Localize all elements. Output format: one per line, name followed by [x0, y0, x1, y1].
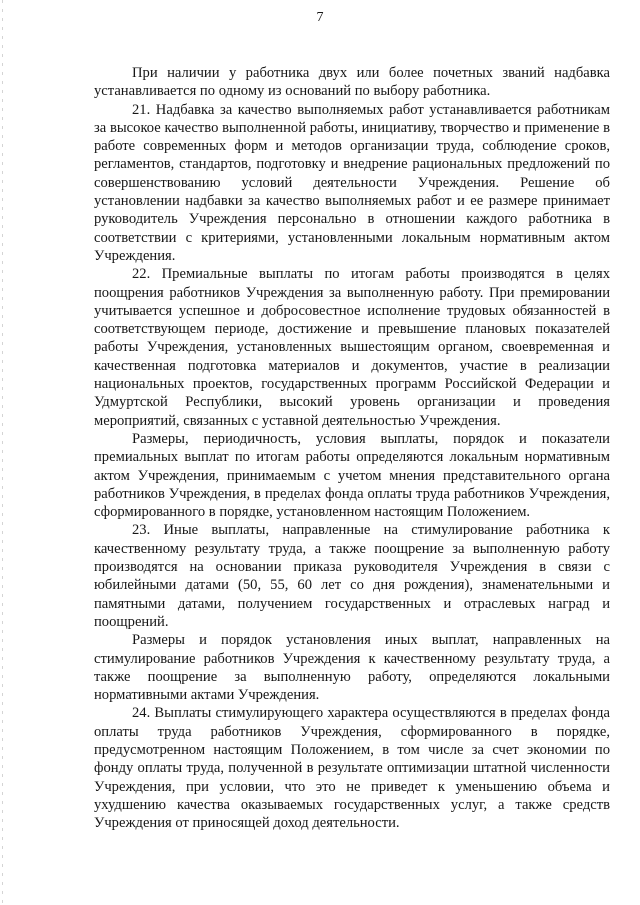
paragraph-honorary-titles: При наличии у работника двух или более почетных званий надбавка устанавливается по одному из оснований по выбору работника.: [94, 65, 610, 100]
paragraph-22-bonus-payments: 22. Премиальные выплаты по итогам работы производятся в целях поощрения работников Учреждения за выполненную работу. При премировании учитывается успешное и добросовестное исполнение трудовых обязанностей в соответствующем периоде, достижение и превышение плановых показателей работы Учреждения, установленных вышестоящим органом, своевременная и качественная подготовка материалов и документов, участие в реализации национальных проектов, государственных программ Российской Федерации и Удмуртской Республики, высокий уровень организации и проведения мероприятий, связанных с уставной деятельностью Учреждения.: [94, 266, 610, 429]
paragraph-21-quality-bonus: 21. Надбавка за качество выполняемых работ устанавливается работникам за высокое качество выполненной работы, инициативу, творчество и применение в работе современных форм и методов организации труда, соблюдение сроков, регламентов, стандартов, подготовку и внедрение рациональных предложений по совершенствованию условий деятельности Учреждения. Решение об установлении надбавки за качество выполняемых работ и ее размере принимает руководитель Учреждения персонально в отношении каждого работника в соответствии с критериями, установленными локальным нормативным актом Учреждения.: [94, 101, 610, 264]
scan-edge-artifact: [2, 0, 3, 905]
document-body: [94, 64, 610, 832]
paragraph-other-payments-sizes: Размеры и порядок установления иных выплат, направленных на стимулирование работников Учреждения к качественному результату труда, а также поощрение за выполненную работу, определяются локальными нормативными актами Учреждения.: [94, 632, 610, 704]
paragraph-23-other-payments: 23. Иные выплаты, направленные на стимулирование работника к качественному результату труда, а также поощрение за выполненную работу производятся на основании приказа руководителя Учреждения в связи с юбилейными датами (50, 55, 60 лет со дня рождения), знаменательными и памятными датами, получением государственных и отраслевых наград и поощрений.: [94, 522, 610, 630]
paragraph-24-incentive-limits: 24. Выплаты стимулирующего характера осуществляются в пределах фонда оплаты труда работников Учреждения, сформированного в порядке, предусмотренном настоящим Положением, в том числе за счет экономии по фонду оплаты труда, полученной в результате оптимизации штатной численности Учреждения, при условии, что это не приведет к уменьшению объема и ухудшению качества оказываемых государственных услуг, а также средств Учреждения от приносящей доход деятельности.: [94, 705, 610, 832]
page-number: 7: [316, 10, 324, 25]
paragraph-bonus-sizes: Размеры, периодичность, условия выплаты, порядок и показатели премиальных выплат по итогам работы определяются локальным нормативным актом Учреждения, принимаемым с учетом мнения представительного органа работников Учреждения, в пределах фонда оплаты труда работников Учреждения, сформированного в порядке, установленном настоящим Положением.: [94, 430, 610, 521]
